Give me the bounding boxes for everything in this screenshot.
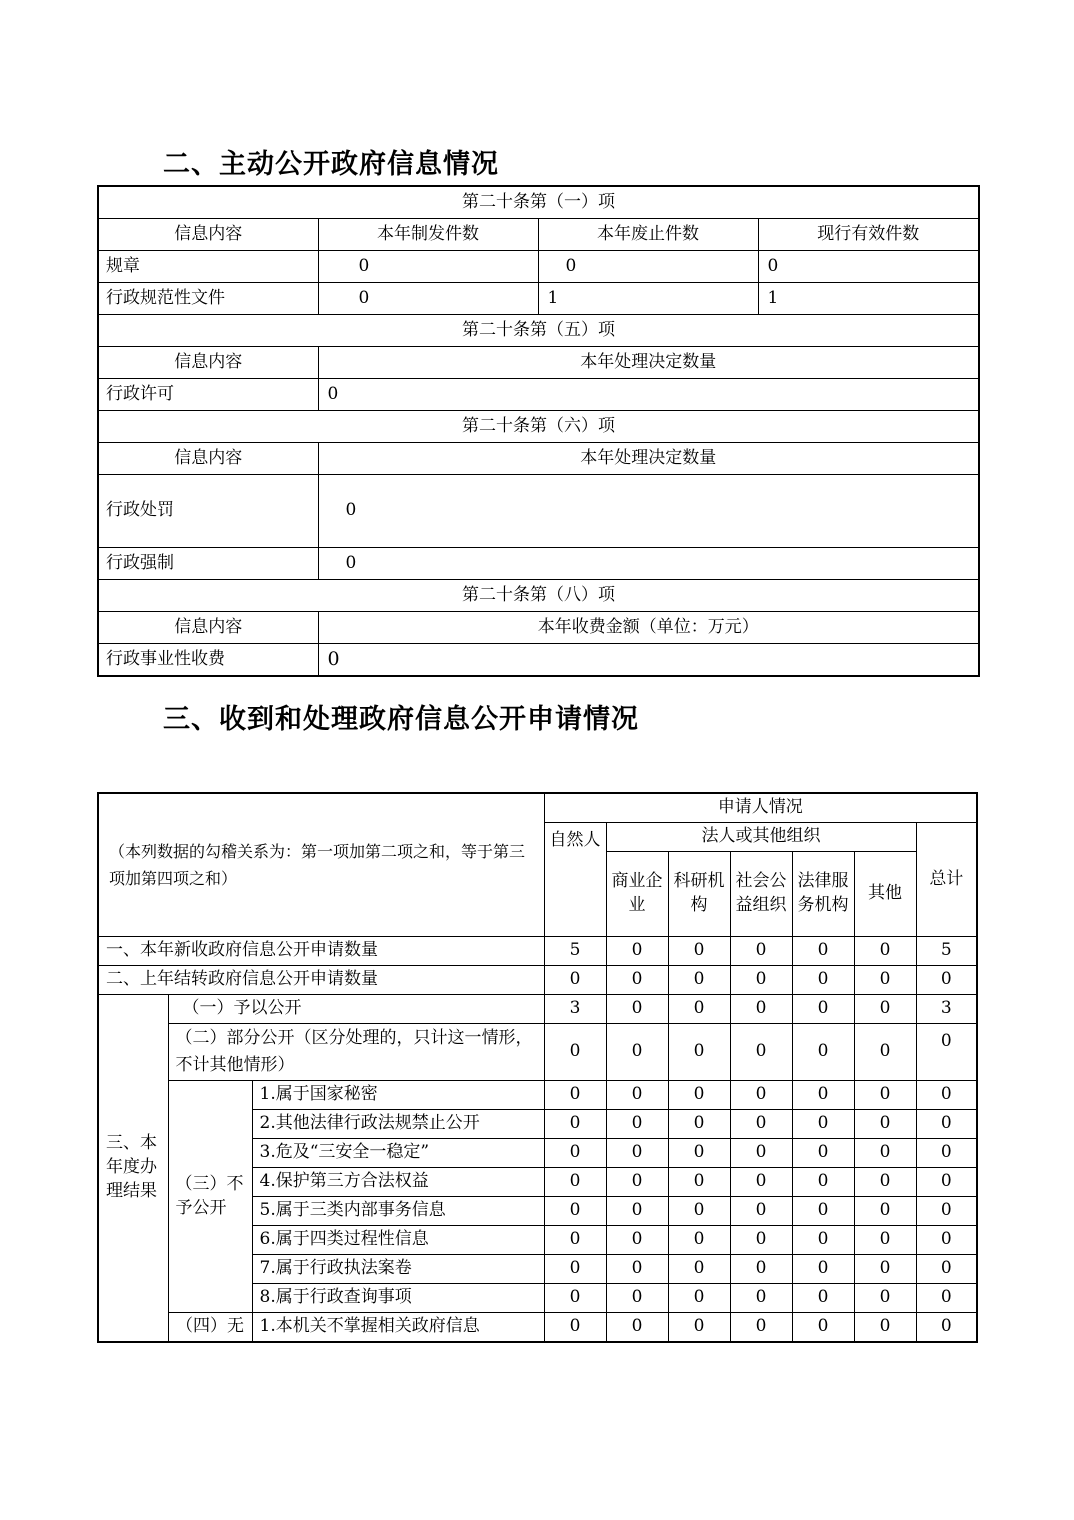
cell-value: 0 <box>758 251 979 283</box>
row-label: 2.其他法律行政法规禁止公开 <box>252 1110 544 1139</box>
cell-value: 0 <box>916 1168 977 1197</box>
cell-value: 0 <box>668 1197 730 1226</box>
cell-value: 0 <box>668 1226 730 1255</box>
cell-value: 0 <box>606 1081 668 1110</box>
application-table <box>97 792 978 1343</box>
cell-value: 0 <box>668 1139 730 1168</box>
row-label: （二）部分公开（区分处理的，只计这一情形，不计其他情形） <box>168 1024 544 1081</box>
cell-value: 0 <box>544 1024 606 1081</box>
cell-value: 0 <box>730 1168 792 1197</box>
cell-value: 0 <box>606 966 668 995</box>
table-row <box>98 251 979 283</box>
cell-value: 0 <box>606 1139 668 1168</box>
col-header-abolished: 本年废止件数 <box>538 219 758 251</box>
art5-title: 第二十条第（五）项 <box>98 315 979 347</box>
col-total: 总计 <box>916 823 977 937</box>
cell-value: 0 <box>916 1255 977 1284</box>
col-header-amount: 本年收费金额（单位：万元） <box>318 612 979 644</box>
row-label: 二、上年结转政府信息公开申请数量 <box>98 966 544 995</box>
col-header-content: 信息内容 <box>98 219 318 251</box>
table-row <box>98 186 979 219</box>
col-header-content: 信息内容 <box>98 612 318 644</box>
table-row <box>98 612 979 644</box>
row-label: 行政强制 <box>98 548 318 580</box>
cell-value: 0 <box>730 966 792 995</box>
table-row <box>98 580 979 612</box>
cell-value: 0 <box>668 1168 730 1197</box>
cell-value: 0 <box>854 1226 916 1255</box>
cell-value: 0 <box>730 1255 792 1284</box>
cell-value: 0 <box>318 379 979 411</box>
cell-value: 0 <box>916 1110 977 1139</box>
row-label: 行政处罚 <box>98 475 318 548</box>
section2-heading: 二、主动公开政府信息情况 <box>163 149 499 180</box>
cell-value: 0 <box>668 966 730 995</box>
cell-value: 0 <box>792 937 854 966</box>
col-header-valid: 现行有效件数 <box>758 219 979 251</box>
cell-value: 0 <box>606 1168 668 1197</box>
cell-value: 0 <box>606 1024 668 1081</box>
cell-value: 3 <box>916 995 977 1024</box>
cell-value: 0 <box>730 937 792 966</box>
cell-value: 0 <box>544 1081 606 1110</box>
cell-value: 5 <box>916 937 977 966</box>
table-row <box>98 379 979 411</box>
cell-value: 0 <box>730 1197 792 1226</box>
cell-value: 0 <box>916 1197 977 1226</box>
table-row <box>98 347 979 379</box>
row-label: 行政许可 <box>98 379 318 411</box>
cell-value: 0 <box>318 251 538 283</box>
cell-value: 0 <box>318 548 979 580</box>
col-header-content: 信息内容 <box>98 443 318 475</box>
cell-value: 0 <box>318 475 979 548</box>
table-row <box>98 1024 977 1081</box>
table-row <box>98 219 979 251</box>
cell-value: 0 <box>668 1255 730 1284</box>
cell-value: 1 <box>538 283 758 315</box>
table-row <box>98 283 979 315</box>
table-row <box>98 548 979 580</box>
cell-value: 0 <box>318 283 538 315</box>
row-label: （一）予以公开 <box>168 995 544 1024</box>
cell-value: 0 <box>668 1284 730 1313</box>
cell-value: 0 <box>792 1024 854 1081</box>
row-label: 一、本年新收政府信息公开申请数量 <box>98 937 544 966</box>
art1-title: 第二十条第（一）项 <box>98 186 979 219</box>
table-row <box>98 411 979 443</box>
col-research: 科研机构 <box>668 852 730 937</box>
cell-value: 0 <box>544 1110 606 1139</box>
cell-value: 0 <box>544 1313 606 1343</box>
row-label: 7.属于行政执法案卷 <box>252 1255 544 1284</box>
cell-value: 0 <box>606 1110 668 1139</box>
cell-value: 0 <box>606 995 668 1024</box>
legal-group-header: 法人或其他组织 <box>606 823 916 852</box>
table-row <box>98 793 977 823</box>
row-label: 3.危及“三安全一稳定” <box>252 1139 544 1168</box>
cell-value: 0 <box>792 1110 854 1139</box>
cell-value: 0 <box>854 1313 916 1343</box>
row-label: 规章 <box>98 251 318 283</box>
cell-value: 0 <box>854 1110 916 1139</box>
cell-value: 0 <box>544 966 606 995</box>
cell-value: 0 <box>916 1139 977 1168</box>
table-row <box>98 475 979 548</box>
cell-value: 0 <box>916 966 977 995</box>
cell-value: 0 <box>606 1313 668 1343</box>
cell-value: 0 <box>730 1081 792 1110</box>
table-row <box>98 443 979 475</box>
cell-value: 0 <box>792 1255 854 1284</box>
row-label: 1.本机关不掌握相关政府信息 <box>252 1313 544 1343</box>
cell-value: 0 <box>544 1197 606 1226</box>
col-other: 其他 <box>854 852 916 937</box>
applicant-header: 申请人情况 <box>544 793 977 823</box>
cell-value: 1 <box>758 283 979 315</box>
cell-value: 0 <box>916 1226 977 1255</box>
cell-value: 0 <box>854 1197 916 1226</box>
art8-title: 第二十条第（八）项 <box>98 580 979 612</box>
cell-value: 0 <box>916 1081 977 1110</box>
table-row <box>98 995 977 1024</box>
cell-value: 0 <box>854 995 916 1024</box>
none-group-label: （四）无 <box>168 1313 252 1343</box>
cell-value: 0 <box>854 966 916 995</box>
cell-value: 0 <box>544 1255 606 1284</box>
table-row <box>98 315 979 347</box>
cell-value: 0 <box>544 1168 606 1197</box>
cell-value: 0 <box>792 1226 854 1255</box>
proactive-disclosure-table <box>97 185 980 677</box>
cell-value: 0 <box>792 1139 854 1168</box>
cell-value: 0 <box>916 1024 977 1081</box>
col-header-count: 本年处理决定数量 <box>318 347 979 379</box>
row-label: 行政事业性收费 <box>98 644 318 677</box>
table-row <box>98 644 979 677</box>
cell-value: 0 <box>318 644 979 677</box>
cell-value: 0 <box>668 1313 730 1343</box>
col-legal-service: 法律服务机构 <box>792 852 854 937</box>
cell-value: 0 <box>730 1284 792 1313</box>
relation-note: （本列数据的勾稽关系为：第一项加第二项之和，等于第三项加第四项之和） <box>98 793 544 937</box>
cell-value: 0 <box>854 1255 916 1284</box>
col-header-count: 本年处理决定数量 <box>318 443 979 475</box>
cell-value: 0 <box>792 1081 854 1110</box>
cell-value: 0 <box>792 1284 854 1313</box>
row-label: 行政规范性文件 <box>98 283 318 315</box>
col-social: 社会公益组织 <box>730 852 792 937</box>
cell-value: 0 <box>606 1284 668 1313</box>
cell-value: 3 <box>544 995 606 1024</box>
cell-value: 0 <box>792 1168 854 1197</box>
cell-value: 0 <box>544 1284 606 1313</box>
cell-value: 0 <box>730 1139 792 1168</box>
col-natural-person: 自然人 <box>544 823 606 937</box>
cell-value: 0 <box>668 995 730 1024</box>
cell-value: 0 <box>668 1110 730 1139</box>
cell-value: 0 <box>544 1226 606 1255</box>
cell-value: 0 <box>668 1024 730 1081</box>
cell-value: 0 <box>854 1168 916 1197</box>
row-label: 5.属于三类内部事务信息 <box>252 1197 544 1226</box>
cell-value: 0 <box>854 1139 916 1168</box>
table-row <box>98 966 977 995</box>
row-label: 8.属于行政查询事项 <box>252 1284 544 1313</box>
not-disclose-group-label: （三）不予公开 <box>168 1081 252 1313</box>
row-label: 1.属于国家秘密 <box>252 1081 544 1110</box>
col-header-issued: 本年制发件数 <box>318 219 538 251</box>
row-label: 6.属于四类过程性信息 <box>252 1226 544 1255</box>
cell-value: 0 <box>544 1139 606 1168</box>
cell-value: 0 <box>792 1313 854 1343</box>
cell-value: 0 <box>792 995 854 1024</box>
cell-value: 0 <box>730 995 792 1024</box>
cell-value: 0 <box>606 1255 668 1284</box>
cell-value: 0 <box>730 1226 792 1255</box>
table-row <box>98 937 977 966</box>
cell-value: 5 <box>544 937 606 966</box>
art6-title: 第二十条第（六）项 <box>98 411 979 443</box>
cell-value: 0 <box>854 1024 916 1081</box>
cell-value: 0 <box>730 1313 792 1343</box>
cell-value: 0 <box>916 1313 977 1343</box>
row-label: 4.保护第三方合法权益 <box>252 1168 544 1197</box>
table-row <box>98 1081 977 1110</box>
col-header-content: 信息内容 <box>98 347 318 379</box>
cell-value: 0 <box>538 251 758 283</box>
cell-value: 0 <box>668 1081 730 1110</box>
cell-value: 0 <box>606 1197 668 1226</box>
table-row <box>98 1313 977 1343</box>
cell-value: 0 <box>854 937 916 966</box>
cell-value: 0 <box>792 1197 854 1226</box>
col-commercial: 商业企业 <box>606 852 668 937</box>
cell-value: 0 <box>854 1284 916 1313</box>
cell-value: 0 <box>668 937 730 966</box>
cell-value: 0 <box>730 1024 792 1081</box>
section3-heading: 三、收到和处理政府信息公开申请情况 <box>163 704 639 735</box>
cell-value: 0 <box>916 1284 977 1313</box>
cell-value: 0 <box>792 966 854 995</box>
result-group-label: 三、本年度办理结果 <box>98 995 168 1343</box>
cell-value: 0 <box>854 1081 916 1110</box>
cell-value: 0 <box>730 1110 792 1139</box>
cell-value: 0 <box>606 937 668 966</box>
cell-value: 0 <box>606 1226 668 1255</box>
